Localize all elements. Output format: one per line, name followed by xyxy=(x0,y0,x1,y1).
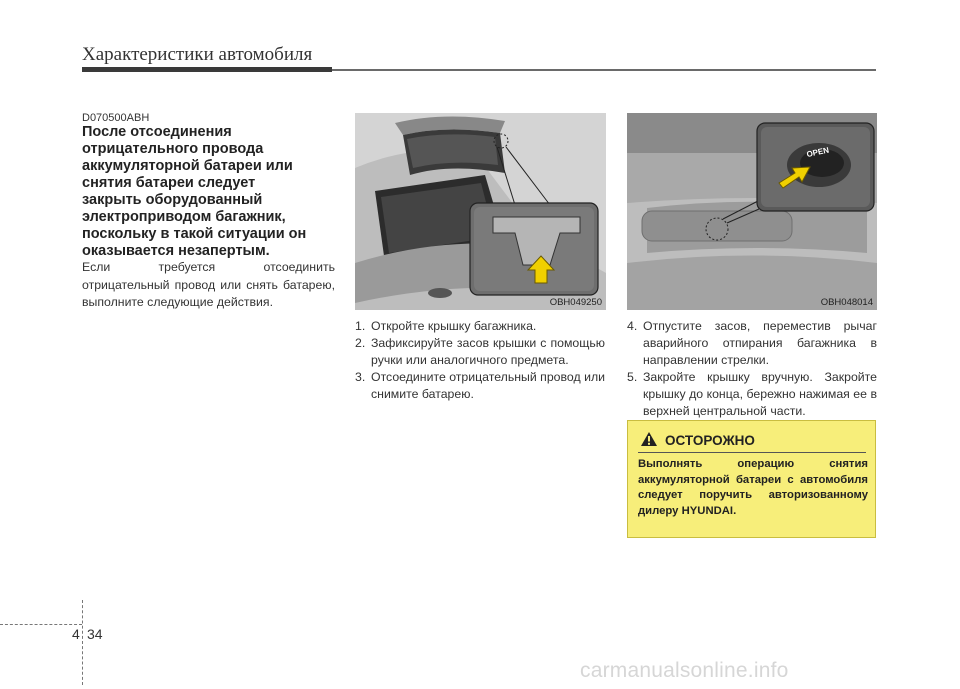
section-heading xyxy=(82,124,337,260)
list-item xyxy=(355,318,605,335)
caution-title: ОСТОРОЖНО xyxy=(665,433,755,448)
section-body: Если требуется отсоединить отрицательный провод или снять батарею, выполните следующие действия. xyxy=(82,260,335,309)
caution-divider xyxy=(638,452,866,453)
step-number: 1. xyxy=(355,319,366,333)
figure-code: OBH048014 xyxy=(820,297,873,308)
list-item xyxy=(355,369,605,403)
heading-line: электроприводом багажник, xyxy=(82,209,286,225)
list-item xyxy=(355,335,605,369)
list-item xyxy=(627,318,877,369)
open-label: OPEN xyxy=(805,145,830,160)
step-text: Откройте крышку багажника. xyxy=(371,319,537,333)
heading-line: аккумуляторной батареи или xyxy=(82,158,293,174)
heading-line: отрицательного провода xyxy=(82,141,264,157)
figure-open-trunk xyxy=(355,113,606,310)
section-code: D070500ABH xyxy=(82,112,150,124)
step-number: 5. xyxy=(627,370,638,384)
step-number: 3. xyxy=(355,370,366,384)
header-bar-thick xyxy=(82,67,332,72)
footer-vertical-divider xyxy=(82,600,83,685)
page-number: 34 xyxy=(87,626,103,642)
caution-box xyxy=(627,420,876,538)
header-bar-thin xyxy=(332,69,876,71)
step-number: 4. xyxy=(627,319,638,333)
heading-line: поскольку в такой ситуации он xyxy=(82,226,307,242)
footer-horizontal-divider xyxy=(0,624,82,625)
step-text: Закройте крышку вручную. Закройте крышку до конца, бережно нажимая ее в верхней центральной части. xyxy=(643,370,877,418)
warning-triangle-icon xyxy=(640,431,658,450)
header-title: Характеристики автомобиля xyxy=(82,44,313,65)
heading-line: оказывается незапертым. xyxy=(82,243,270,259)
heading-line: После отсоединения xyxy=(82,124,232,140)
caution-header xyxy=(640,431,755,450)
steps-list-right xyxy=(627,318,877,420)
page-section: 4 xyxy=(72,626,80,642)
figure-code: OBH049250 xyxy=(549,297,602,308)
step-text: Отсоедините отрицательный провод или снимите батарею. xyxy=(371,370,605,401)
step-number: 2. xyxy=(355,336,366,350)
watermark: carmanualsonline.info xyxy=(580,659,789,682)
heading-line: закрыть оборудованный xyxy=(82,192,263,208)
figure-trunk-release xyxy=(627,113,877,310)
step-text: Зафиксируйте засов крышки с помощью ручки или аналогичного предмета. xyxy=(371,336,605,367)
heading-line: снятия батареи следует xyxy=(82,175,256,191)
steps-list-left xyxy=(355,318,605,403)
list-item xyxy=(627,369,877,420)
caution-text: Выполнять операцию снятия аккумуляторной батареи с автомобиля следует поручить авторизованному дилеру HYUNDAI. xyxy=(638,458,868,517)
step-text: Отпустите засов, переместив рычаг аварийного отпирания багажника в направлении стрелки. xyxy=(643,319,877,367)
